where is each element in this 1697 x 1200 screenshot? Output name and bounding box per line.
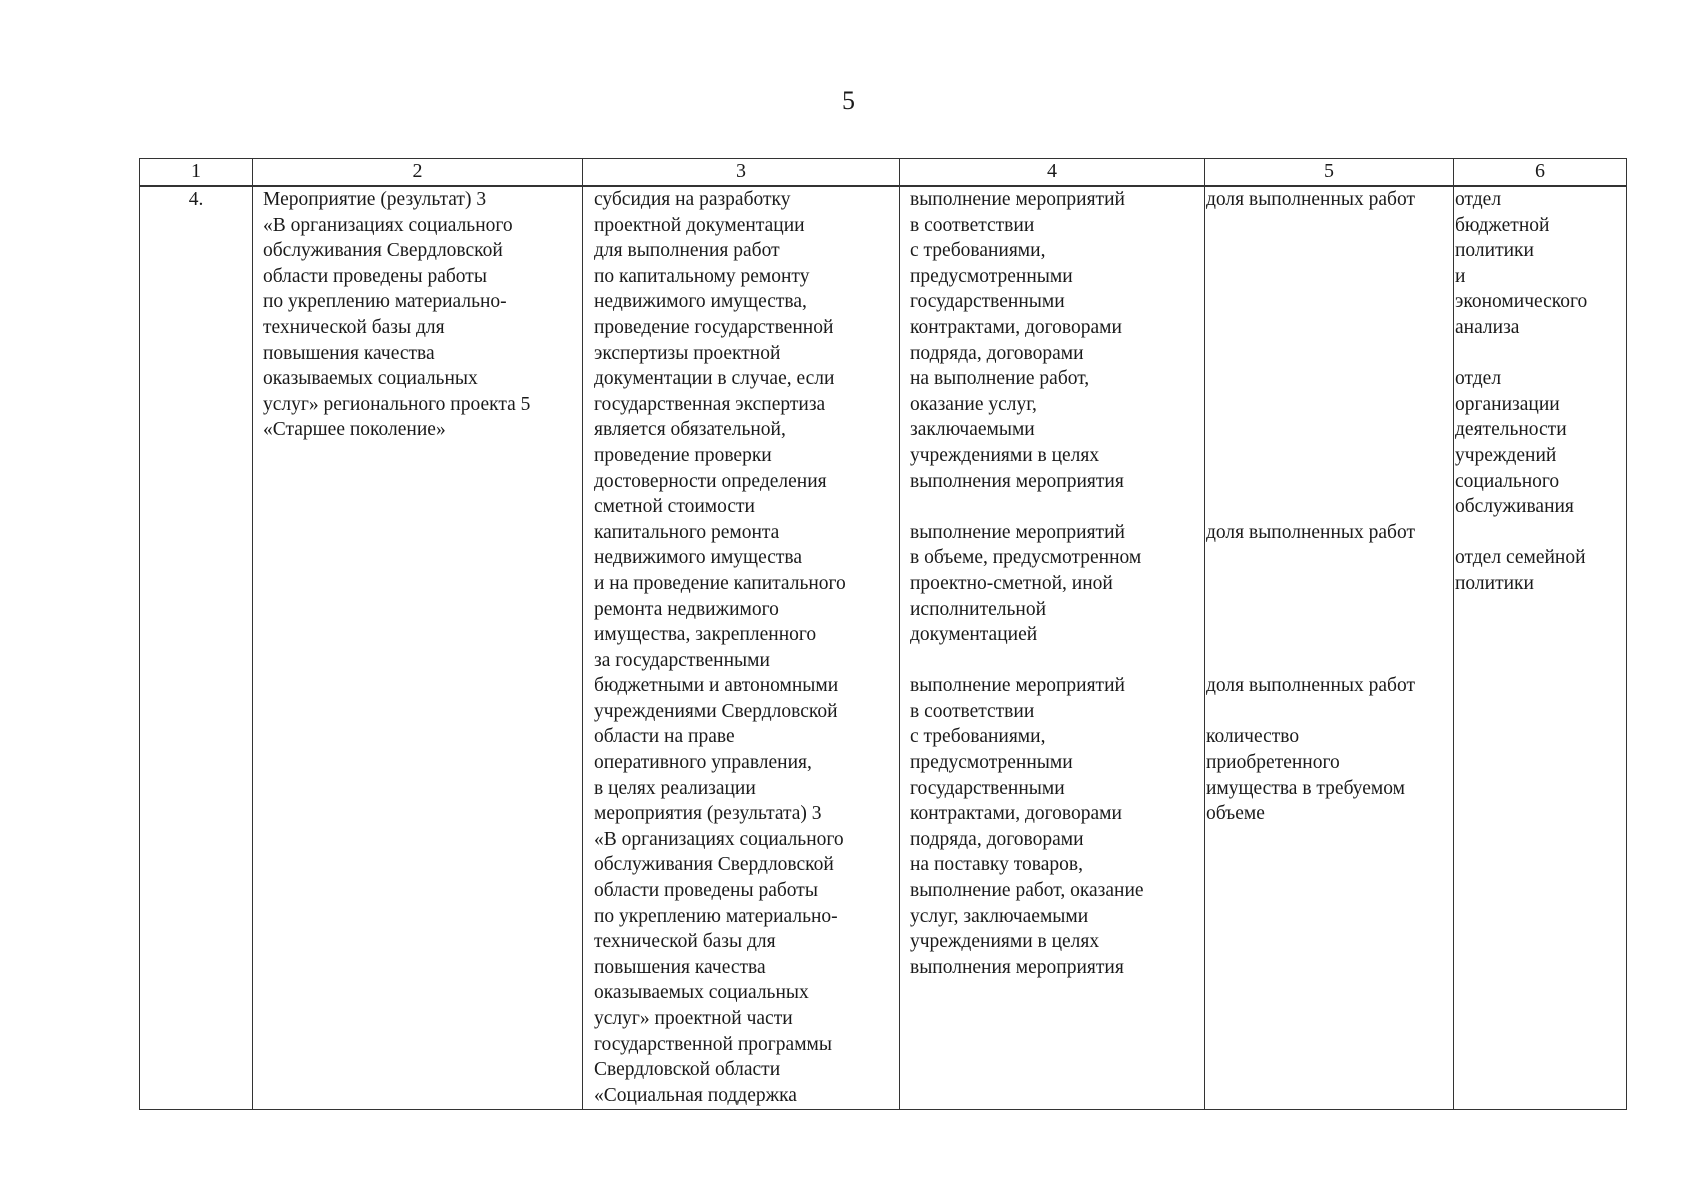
responsible-cell [1454,186,1627,1110]
activity-line: повышения качества [263,342,435,364]
indicator-d-line: объеме [1206,803,1265,825]
conditions-line: исполнительной [910,598,1047,620]
conditions-line: предусмотренными [910,265,1073,287]
responsible-line: политики [1455,572,1534,594]
subsidy-line: области проведены работы [594,880,818,902]
subsidy-line: недвижимого имущества [594,547,802,569]
subsidy-line: экспертизы проектной [594,342,781,364]
responsible-line: и [1455,265,1466,287]
subsidy-line: бюджетными и автономными [594,675,839,697]
activity-line: «В организациях социального [263,214,513,236]
subsidy-line: «Социальная поддержка [594,1084,797,1106]
responsible-text [1455,187,1626,597]
conditions-line: выполнение работ, оказание [910,880,1144,902]
subsidy-line: Свердловской области [594,1059,781,1081]
indicator-cell [1205,186,1454,1110]
conditions-line: оказание услуг, [910,393,1037,415]
subsidy-line: оперативного управления, [594,752,812,774]
subsidy-line: государственная экспертиза [594,393,826,415]
conditions-line: с требованиями, [910,240,1046,262]
responsible-line: социального [1455,470,1560,492]
conditions-line: на поставку товаров, [910,854,1083,876]
page-number: 5 [842,86,855,115]
subsidy-line: области на праве [594,726,735,748]
subsidy-line: недвижимого имущества, [594,291,807,313]
indicator-d-line: количество [1206,726,1300,748]
conditions-line: подряда, договорами [910,342,1084,364]
responsible-line: учреждений [1455,444,1557,466]
activity-cell [253,186,583,1110]
indicator-c: доля выполненных работ [1206,675,1415,697]
conditions-line: на выполнение работ, [910,368,1090,390]
conditions-line: контрактами, договорами [910,803,1122,825]
conditions-line: государственными [910,777,1065,799]
subsidy-line: учреждениями Свердловской [594,700,838,722]
indicator-d-line: приобретенного [1206,752,1340,774]
subsidy-line: оказываемых социальных [594,982,809,1004]
header-cell-6: 6 [1454,159,1627,187]
indicator-d [1206,724,1453,826]
conditions-line: услуг, заключаемыми [910,905,1089,927]
responsible-line: деятельности [1455,419,1567,441]
subsidy-line: проведение проверки [594,444,772,466]
responsible-line: политики [1455,240,1534,262]
row-number-cell [140,186,253,1110]
subsidy-line: субсидия на разработку [594,189,791,210]
responsible-line: организации [1455,393,1560,415]
conditions-line: выполнение мероприятий [910,521,1125,543]
subsidy-line: капитального ремонта [594,521,780,543]
activity-line: оказываемых социальных [263,368,478,390]
subsidy-text [594,187,897,1108]
conditions-line: с требованиями, [910,726,1046,748]
conditions-line: учреждениями в целях [910,931,1100,953]
responsible-line: экономического [1455,291,1588,313]
indicator-b: доля выполненных работ [1206,521,1415,543]
subsidy-line: «В организациях социального [594,828,844,850]
indicator-a: доля выполненных работ [1206,189,1415,210]
activity-line: обслуживания Свердловской [263,240,503,262]
conditions-text [910,187,1202,980]
subsidy-line: обслуживания Свердловской [594,854,834,876]
header-cell-5: 5 [1205,159,1454,187]
subsidy-line: технической базы для [594,931,776,953]
subsidy-line: в целях реализации [594,777,756,799]
header-cell-3: 3 [583,159,900,187]
subsidy-line: государственной программы [594,1033,832,1055]
subsidy-line: сметной стоимости [594,496,755,518]
subsidy-cell [583,186,900,1110]
responsible-line: анализа [1455,316,1520,338]
conditions-line: предусмотренными [910,752,1073,774]
subsidy-line: достоверности определения [594,470,827,492]
conditions-line: заключаемыми [910,419,1035,441]
subsidy-line: имущества, закрепленного [594,624,817,646]
subsidy-line: за государственными [594,649,770,671]
conditions-line: проектно-сметной, иной [910,572,1113,594]
activity-line: технической базы для [263,316,445,338]
subsidy-line: по капитальному ремонту [594,265,810,287]
subsidy-line: по укреплению материально- [594,905,838,927]
activity-line: «Старшее поколение» [263,419,446,441]
subsidy-line: мероприятия (результата) 3 [594,803,822,825]
subsidy-line: проведение государственной [594,316,834,338]
conditions-line: выполнение мероприятий [910,675,1125,697]
subsidy-line: повышения качества [594,956,766,978]
activity-line: области проведены работы [263,265,487,287]
indicator-text [1206,187,1453,827]
header-cell-1: 1 [140,159,253,187]
responsible-line: бюджетной [1455,214,1550,236]
responsible-line: отдел семейной [1455,547,1586,569]
activity-line: услуг» регионального проекта 5 [263,393,531,415]
subsidy-line: услуг» проектной части [594,1008,793,1029]
measures-table [139,158,1627,1110]
conditions-line: документацией [910,624,1038,646]
conditions-line: выполнение мероприятий [910,189,1125,210]
table-row [140,186,1627,1110]
conditions-line: в объеме, предусмотренном [910,547,1142,569]
conditions-line: контрактами, договорами [910,316,1122,338]
subsidy-line: проектной документации [594,214,805,236]
conditions-line: выполнения мероприятия [910,470,1124,492]
conditions-line: в соответствии [910,214,1035,236]
conditions-line: выполнения мероприятия [910,956,1124,978]
subsidy-line: и на проведение капитального [594,572,846,594]
conditions-cell [900,186,1205,1110]
conditions-line: учреждениями в целях [910,444,1100,466]
activity-line: Мероприятие (результат) 3 [263,189,487,210]
subsidy-line: является обязательной, [594,419,786,441]
subsidy-line: ремонта недвижимого [594,598,779,620]
conditions-line: подряда, договорами [910,828,1084,850]
subsidy-line: для выполнения работ [594,240,780,262]
subsidy-line: документации в случае, если [594,368,835,390]
activity-text [263,187,578,443]
row-number: 4. [188,189,204,210]
conditions-line: государственными [910,291,1065,313]
header-cell-2: 2 [253,159,583,187]
indicator-d-line: имущества в требуемом [1206,777,1405,799]
responsible-line: обслуживания [1455,496,1574,518]
table-header-row [140,159,1627,187]
responsible-line: отдел [1455,189,1502,210]
activity-line: по укреплению материально- [263,291,507,313]
header-cell-4: 4 [900,159,1205,187]
conditions-line: в соответствии [910,700,1035,722]
responsible-line: отдел [1455,368,1502,390]
